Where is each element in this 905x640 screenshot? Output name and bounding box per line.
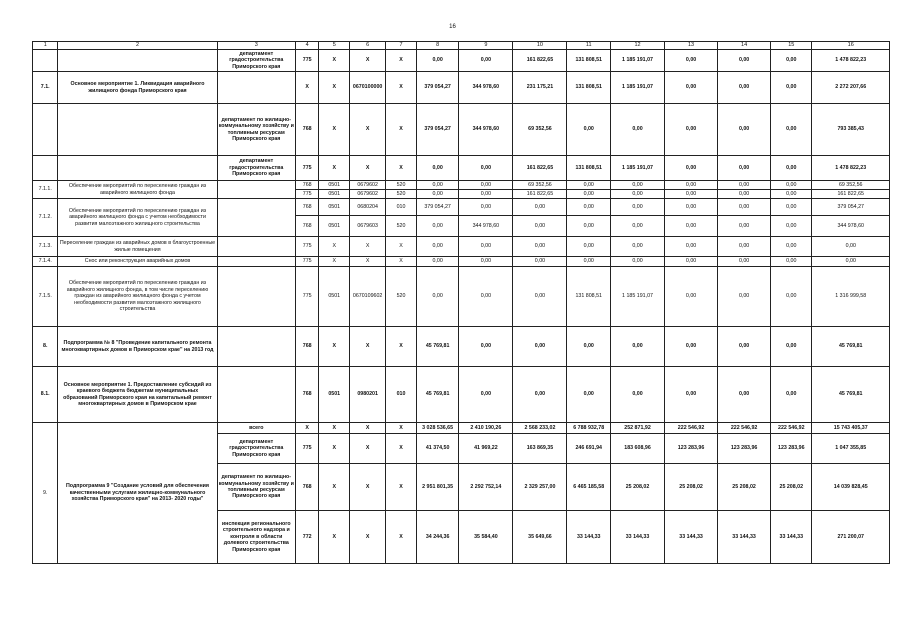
value-cell: 15 743 405,37 [812,423,890,434]
executor-cell: департамент градостроительства Приморского края [217,156,295,181]
value-cell: 25 208,02 [718,464,771,511]
measure-name: Подпрограмма № 8 "Проведение капитального ремонта многоквартирных домов в Приморском крае" на 2013 год [58,327,217,367]
value-cell: 0,00 [771,257,812,267]
cell-c4: 768 [296,181,319,190]
table-row [33,367,890,423]
value-cell: 0,00 [771,50,812,72]
cell-c5: 0501 [319,190,350,199]
value-cell: 2 272 207,66 [812,72,890,104]
cell-c6: X [350,50,386,72]
table-row [33,50,890,72]
row-number: 9. [33,423,58,564]
value-cell: 0,00 [567,327,610,367]
value-cell: 45 769,81 [812,367,890,423]
table-row [33,267,890,327]
cell-c7: X [386,156,417,181]
measure-name: Обеспечение мероприятий по переселению граждан из аварийного жилищного фонда [58,181,217,199]
value-cell: 0,00 [513,216,567,237]
value-cell: 0,00 [567,216,610,237]
value-cell: 1 185 191,07 [610,267,664,327]
value-cell: 0,00 [416,267,458,327]
value-cell: 344 978,60 [459,216,513,237]
value-cell: 1 478 822,23 [812,50,890,72]
value-cell: 0,00 [459,327,513,367]
value-cell: 231 175,21 [513,72,567,104]
value-cell: 0,00 [567,257,610,267]
cell-c5: 0501 [319,181,350,190]
value-cell: 0,00 [718,257,771,267]
cell-c5: X [319,237,350,257]
column-header: 8 [416,42,458,50]
value-cell: 0,00 [416,237,458,257]
value-cell: 0,00 [459,367,513,423]
cell-c4: 768 [296,464,319,511]
measure-name: Основное мероприятие 1. Ликвидация аварийного жилищного фонда Приморского края [58,72,217,104]
value-cell: 0,00 [718,327,771,367]
value-cell: 0,00 [567,104,610,156]
cell-c6: X [350,327,386,367]
cell-c5: X [319,72,350,104]
column-header: 12 [610,42,664,50]
column-header: 5 [319,42,350,50]
value-cell: 0,00 [610,190,664,199]
cell-c7: X [386,257,417,267]
column-header: 7 [386,42,417,50]
value-cell: 0,00 [665,156,718,181]
cell-c6: X [350,464,386,511]
value-cell: 0,00 [771,199,812,216]
value-cell: 0,00 [416,190,458,199]
value-cell: 123 283,96 [771,434,812,464]
value-cell: 131 808,51 [567,72,610,104]
cell-c5: 0501 [319,199,350,216]
cell-c5: X [319,327,350,367]
value-cell: 1 185 191,07 [610,72,664,104]
value-cell: 25 208,02 [771,464,812,511]
cell-c7: 520 [386,267,417,327]
row-number [33,104,58,156]
value-cell: 0,00 [567,367,610,423]
cell-c5: X [319,257,350,267]
value-cell: 0,00 [610,104,664,156]
value-cell: 161 822,65 [513,50,567,72]
cell-c7: 520 [386,216,417,237]
value-cell: 131 808,51 [567,267,610,327]
value-cell: 0,00 [513,257,567,267]
column-header: 14 [718,42,771,50]
value-cell: 123 283,96 [665,434,718,464]
value-cell: 252 871,92 [610,423,664,434]
value-cell: 0,00 [665,72,718,104]
value-cell: 222 546,92 [665,423,718,434]
row-number: 7.1.4. [33,257,58,267]
executor-cell [217,267,295,327]
cell-c7: X [386,50,417,72]
row-number [33,50,58,72]
row-number: 7.1.2. [33,199,58,237]
measure-name [58,50,217,72]
value-cell: 2 329 257,00 [513,464,567,511]
cell-c4: 775 [296,50,319,72]
executor-cell: департамент по жилищно-коммунальному хозяйству и топливным ресурсам Приморского края [217,464,295,511]
cell-c5: 0501 [319,216,350,237]
row-number: 8. [33,327,58,367]
value-cell: 379 054,27 [416,199,458,216]
value-cell: 35 649,66 [513,511,567,564]
cell-c4: 775 [296,190,319,199]
value-cell: 0,00 [610,181,664,190]
value-cell: 0,00 [459,181,513,190]
value-cell: 0,00 [665,237,718,257]
table-row [33,181,890,190]
cell-c4: 775 [296,434,319,464]
value-cell: 0,00 [665,327,718,367]
value-cell: 131 808,51 [567,50,610,72]
cell-c6: X [350,423,386,434]
value-cell: 123 283,96 [718,434,771,464]
value-cell: 0,00 [513,199,567,216]
value-cell: 45 769,81 [416,367,458,423]
cell-c7: X [386,237,417,257]
value-cell: 0,00 [567,237,610,257]
cell-c6: 0679602 [350,190,386,199]
value-cell: 6 788 932,78 [567,423,610,434]
value-cell: 0,00 [513,327,567,367]
cell-c7: X [386,104,417,156]
value-cell: 183 608,96 [610,434,664,464]
cell-c5: X [319,511,350,564]
cell-c4: 768 [296,327,319,367]
value-cell: 246 691,94 [567,434,610,464]
value-cell: 0,00 [610,237,664,257]
executor-cell: департамент по жилищно-коммунальному хозяйству и топливным ресурсам Приморского края [217,104,295,156]
column-header: 4 [296,42,319,50]
value-cell: 0,00 [665,50,718,72]
cell-c6: 0680204 [350,199,386,216]
row-number: 8.1. [33,367,58,423]
executor-cell [217,237,295,257]
value-cell: 0,00 [771,367,812,423]
cell-c6: X [350,434,386,464]
value-cell: 33 144,33 [610,511,664,564]
measure-name: Подпрограмма 9 "Создание условий для обеспечения качественными услугами жилищно-коммунального хозяйства Приморского края" на 2013- 2020 годы" [58,423,217,564]
value-cell: 0,00 [718,72,771,104]
cell-c6: X [350,257,386,267]
cell-c6: X [350,156,386,181]
table-row [33,327,890,367]
cell-c4: 775 [296,267,319,327]
value-cell: 0,00 [416,50,458,72]
value-cell: 34 244,36 [416,511,458,564]
measure-name: Обеспечение мероприятий по переселению граждан из аварийного жилищного фонда, в том числе переселению граждан из аварийного жилищного фонда с учетом необходимости развития малоэтажного жилищного строительства [58,267,217,327]
value-cell: 33 144,33 [771,511,812,564]
value-cell: 1 185 191,07 [610,156,664,181]
value-cell: 69 352,56 [812,181,890,190]
value-cell: 0,00 [459,267,513,327]
value-cell: 0,00 [812,257,890,267]
value-cell: 0,00 [771,181,812,190]
value-cell: 0,00 [665,267,718,327]
value-cell: 0,00 [665,199,718,216]
row-number: 7.1. [33,72,58,104]
cell-c6: 0670109602 [350,267,386,327]
header-row [33,42,890,50]
cell-c4: 775 [296,237,319,257]
value-cell: 2 568 233,02 [513,423,567,434]
cell-c4: 768 [296,367,319,423]
column-header: 3 [217,42,295,50]
cell-c5: X [319,423,350,434]
value-cell: 41 374,50 [416,434,458,464]
value-cell: 0,00 [718,267,771,327]
cell-c4: 768 [296,104,319,156]
cell-c4: 775 [296,156,319,181]
value-cell: 0,00 [459,156,513,181]
value-cell: 69 352,56 [513,104,567,156]
cell-c7: X [386,434,417,464]
column-header: 10 [513,42,567,50]
column-header: 1 [33,42,58,50]
measure-name [58,156,217,181]
measure-name [58,104,217,156]
value-cell: 0,00 [610,327,664,367]
value-cell: 1 478 822,23 [812,156,890,181]
value-cell: 33 144,33 [665,511,718,564]
value-cell: 0,00 [459,190,513,199]
cell-c6: X [350,237,386,257]
value-cell: 0,00 [610,216,664,237]
executor-cell [217,72,295,104]
column-header: 13 [665,42,718,50]
value-cell: 0,00 [610,367,664,423]
program-finance-table [32,41,890,564]
value-cell: 0,00 [771,104,812,156]
value-cell: 0,00 [459,257,513,267]
value-cell: 25 208,02 [610,464,664,511]
cell-c5: X [319,434,350,464]
value-cell: 222 546,92 [718,423,771,434]
value-cell: 0,00 [665,181,718,190]
executor-cell: инспекция регионального строительного надзора и контроля в области долевого строительства Приморского края [217,511,295,564]
value-cell: 0,00 [459,199,513,216]
cell-c5: X [319,104,350,156]
value-cell: 0,00 [718,199,771,216]
cell-c6: 0679602 [350,181,386,190]
value-cell: 0,00 [665,216,718,237]
value-cell: 344 978,60 [459,72,513,104]
table-row [33,72,890,104]
table-row [33,199,890,216]
executor-cell [217,199,295,237]
measure-name: Основное мероприятие 1. Предоставление субсидий из краевого бюджета бюджетам муниципальных образований Приморского края на капитальный ремонт многоквартирных домов в Приморском крае [58,367,217,423]
cell-c5: X [319,50,350,72]
value-cell: 1 047 355,85 [812,434,890,464]
value-cell: 41 969,22 [459,434,513,464]
value-cell: 0,00 [513,237,567,257]
value-cell: 45 769,81 [812,327,890,367]
value-cell: 0,00 [610,257,664,267]
value-cell: 0,00 [718,50,771,72]
value-cell: 0,00 [567,181,610,190]
executor-cell: департамент градостроительства Приморского края [217,50,295,72]
cell-c7: 010 [386,367,417,423]
cell-c5: 0501 [319,367,350,423]
value-cell: 379 054,27 [416,72,458,104]
value-cell: 0,00 [513,267,567,327]
value-cell: 0,00 [416,257,458,267]
row-number: 7.1.1. [33,181,58,199]
column-header: 9 [459,42,513,50]
value-cell: 0,00 [718,156,771,181]
value-cell: 25 208,02 [665,464,718,511]
value-cell: 0,00 [567,190,610,199]
value-cell: 0,00 [771,156,812,181]
value-cell: 379 054,27 [812,199,890,216]
value-cell: 163 869,35 [513,434,567,464]
cell-c4: 768 [296,199,319,216]
cell-c7: X [386,511,417,564]
table-row [33,237,890,257]
value-cell: 0,00 [459,50,513,72]
value-cell: 0,00 [416,216,458,237]
executor-cell [217,367,295,423]
value-cell: 2 410 190,26 [459,423,513,434]
cell-c4: X [296,423,319,434]
value-cell: 0,00 [567,199,610,216]
value-cell: 69 352,56 [513,181,567,190]
value-cell: 2 292 752,14 [459,464,513,511]
value-cell: 0,00 [665,257,718,267]
value-cell: 0,00 [416,181,458,190]
cell-c5: X [319,156,350,181]
value-cell: 2 951 801,35 [416,464,458,511]
value-cell: 0,00 [771,190,812,199]
column-header: 16 [812,42,890,50]
cell-c6: X [350,511,386,564]
value-cell: 0,00 [718,104,771,156]
cell-c5: 0501 [319,267,350,327]
cell-c7: X [386,327,417,367]
cell-c7: X [386,423,417,434]
value-cell: 0,00 [771,216,812,237]
executor-cell [217,181,295,199]
value-cell: 793 385,43 [812,104,890,156]
column-header: 6 [350,42,386,50]
value-cell: 1 316 999,58 [812,267,890,327]
value-cell: 344 978,60 [812,216,890,237]
value-cell: 131 808,51 [567,156,610,181]
row-number [33,156,58,181]
table-row [33,423,890,434]
measure-name: Обеспечение мероприятий по переселению граждан из аварийного жилищного фонда с учетом необходимости развития малоэтажного жилищного строительства [58,199,217,237]
value-cell: 271 200,07 [812,511,890,564]
table-row [33,156,890,181]
value-cell: 35 584,40 [459,511,513,564]
value-cell: 0,00 [610,199,664,216]
value-cell: 161 822,65 [513,190,567,199]
value-cell: 0,00 [459,237,513,257]
cell-c4: 775 [296,257,319,267]
value-cell: 3 028 536,65 [416,423,458,434]
cell-c7: X [386,464,417,511]
cell-c7: 520 [386,181,417,190]
value-cell: 0,00 [665,367,718,423]
cell-c4: 772 [296,511,319,564]
value-cell: 0,00 [665,104,718,156]
value-cell: 33 144,33 [567,511,610,564]
cell-c4: 768 [296,216,319,237]
value-cell: 0,00 [718,181,771,190]
cell-c4: X [296,72,319,104]
column-header: 15 [771,42,812,50]
measure-name: Снос или реконструкция аварийных домов [58,257,217,267]
executor-cell: всего [217,423,295,434]
table-row [33,257,890,267]
cell-c7: X [386,72,417,104]
table-row [33,104,890,156]
cell-c6: 0980201 [350,367,386,423]
executor-cell: департамент градостроительства Приморского края [217,434,295,464]
value-cell: 344 978,60 [459,104,513,156]
value-cell: 0,00 [812,237,890,257]
value-cell: 45 769,81 [416,327,458,367]
column-header: 11 [567,42,610,50]
value-cell: 0,00 [665,190,718,199]
cell-c6: X [350,104,386,156]
value-cell: 0,00 [771,237,812,257]
executor-cell [217,327,295,367]
column-header: 2 [58,42,217,50]
value-cell: 0,00 [718,216,771,237]
cell-c5: X [319,464,350,511]
value-cell: 1 185 191,07 [610,50,664,72]
value-cell: 0,00 [771,267,812,327]
value-cell: 161 822,65 [513,156,567,181]
value-cell: 379 054,27 [416,104,458,156]
page-number: 16 [449,24,456,30]
value-cell: 14 039 828,45 [812,464,890,511]
value-cell: 0,00 [718,237,771,257]
value-cell: 0,00 [416,156,458,181]
value-cell: 0,00 [771,72,812,104]
value-cell: 0,00 [718,367,771,423]
cell-c7: 010 [386,199,417,216]
value-cell: 0,00 [771,327,812,367]
measure-name: Переселение граждан из аварийных домов в благоустроенные жилые помещения [58,237,217,257]
value-cell: 33 144,33 [718,511,771,564]
cell-c6: 0679603 [350,216,386,237]
row-number: 7.1.3. [33,237,58,257]
cell-c7: 520 [386,190,417,199]
executor-cell [217,257,295,267]
value-cell: 161 822,65 [812,190,890,199]
value-cell: 0,00 [718,190,771,199]
value-cell: 6 465 185,58 [567,464,610,511]
value-cell: 222 546,92 [771,423,812,434]
cell-c6: 0670100000 [350,72,386,104]
value-cell: 0,00 [513,367,567,423]
row-number: 7.1.5. [33,267,58,327]
